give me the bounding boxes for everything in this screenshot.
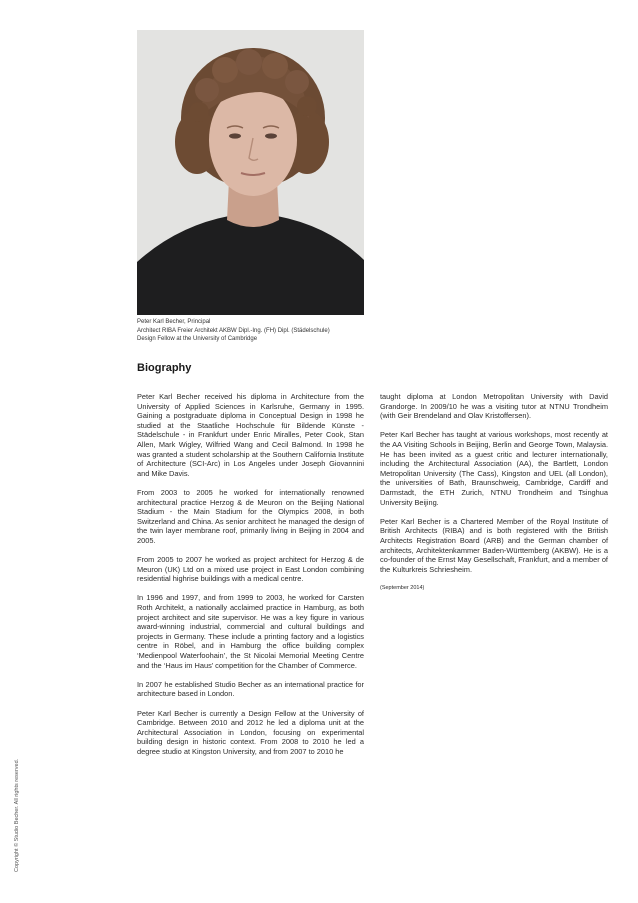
- left-column: [137, 392, 364, 766]
- copyright-notice: Copyright © Studio Becher. All rights reserved.: [14, 758, 20, 872]
- caption-credentials: Architect RIBA Freier Architekt AKBW Dipl.-Ing. (FH) Dipl. (Städelschule): [137, 327, 330, 334]
- portrait-photo: [137, 30, 364, 315]
- paragraph: Peter Karl Becher is a Chartered Member of the Royal Institute of British Architects (RIBA) and is both registered with the British Architects Registration Board (ARB) and the German chamber of architects, Architektenkammer Baden-Württemberg (AKBW). He is a co-founder of the Ernst May Gesellschaft, Frankfurt, and a member of the Kulturkreis Schriesheim.: [380, 516, 608, 574]
- paragraph: In 1996 and 1997, and from 1999 to 2003, he worked for Carsten Roth Architekt, a nationally acclaimed practice in Hamburg, as both project architect and site supervisor. He was a key figure in various award-winning industrial, commercial and cultural buildings and projects in Germany. These include a printing factory and a logistics centre in Röbel, and in Hamburg the office building complex ‘Medienpool Waterfoohain’, the St Nicolai Memorial Meeting Centre and the ‘Haus im Haus’ competition for the Chamber of Commerce.: [137, 593, 364, 670]
- portrait-illustration: [137, 30, 364, 315]
- photo-caption: [137, 318, 397, 344]
- paragraph: Peter Karl Becher has taught at various workshops, most recently at the AA Visiting Schools in Beijing, Berlin and George Town, Malaysia. He has been invited as a guest critic and lecturer internationally, including the Architectural Association (AA), the Bartlett, London Metropolitan University (The Cass), Kingston and UEL (all London), the universities of Bath, Braunschweig, Cambridge, Cardiff and Darmstadt, the ETH Zurich, NTNU Trondheim and Tsinghua University Beijing.: [380, 430, 608, 507]
- paragraph: Peter Karl Becher received his diploma in Architecture from the University of Applied Sciences in Karlsruhe, Germany in 1995. Gaining a postgraduate diploma in Conceptual Design in 1998 he studied at the Staatliche Hochschule für Bildende Künste - Städelschule - in Frankfurt under Enric Miralles, Peter Cook, Stan Allen, Mark Wigley, Wilfried Wang and Cecil Balmond. In 1998 he was granted a student scholarship at the Southern California Institute of Architecture (SCI-Arc) in Los Angeles under Joseph Giovannini and Mike Davis.: [137, 392, 364, 478]
- paragraph: From 2003 to 2005 he worked for internationally renowned architectural practice Herzog & de Meuron on the Beijing National Stadium - the Main Stadium for the Olympics 2008, in both Switzerland and China. As senior architect he managed the design of the twin layer membrane roof, primarily living in Beijing in 2004 and 2005.: [137, 487, 364, 545]
- paragraph: Peter Karl Becher is currently a Design Fellow at the University of Cambridge. Between 2010 and 2012 he led a diploma unit at the Architectural Association in London, focusing on experimental building design in historic context. From 2008 to 2010 he led a degree studio at Kingston University, and from 2007 to 2010 he: [137, 708, 364, 756]
- caption-position: Design Fellow at the University of Cambridge: [137, 336, 258, 343]
- paragraph: In 2007 he established Studio Becher as an international practice for architecture based in London.: [137, 679, 364, 699]
- paragraph: From 2005 to 2007 he worked as project architect for Herzog & de Meuron (UK) Ltd on a mixed use project in East London combining residential highrise buildings with a medical centre.: [137, 555, 364, 584]
- section-heading: Biography: [137, 362, 192, 374]
- caption-name: Peter Karl Becher, Principal: [137, 319, 211, 325]
- paragraph: taught diploma at London Metropolitan University with David Grandorge. In 2009/10 he was a visiting tutor at NTNU Trondheim (with Geir Brendeland and Olav Kristoffersen).: [380, 392, 608, 421]
- date-note: (September 2014): [380, 584, 425, 591]
- right-column: [380, 392, 608, 601]
